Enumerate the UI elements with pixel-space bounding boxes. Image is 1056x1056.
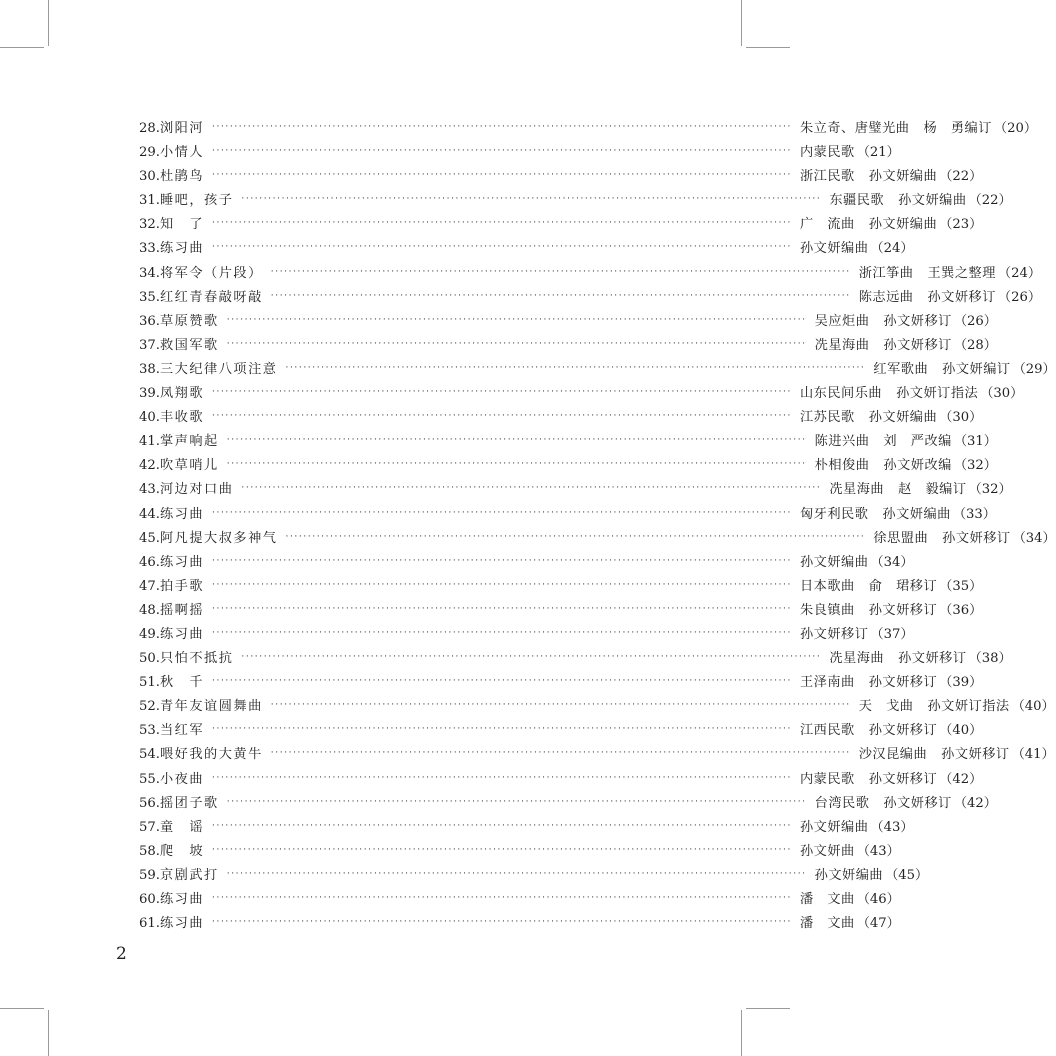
entry-page-number: （39） xyxy=(939,675,983,691)
entry-title: 小夜曲 xyxy=(159,771,205,787)
entry-composer: 朱立奇、唐璧光曲 xyxy=(799,121,910,136)
entry-title: 练习曲 xyxy=(159,554,205,570)
entry-title: 救国军歌 xyxy=(159,337,219,353)
entry-page-number: （22） xyxy=(968,193,1012,209)
toc-entry[interactable] xyxy=(139,237,914,261)
toc-entry[interactable] xyxy=(139,334,997,358)
entry-page-number: （41） xyxy=(1011,747,1055,763)
entry-composer: 吴应炬曲 xyxy=(814,313,870,329)
leader-dots: ·································································································································· xyxy=(212,844,792,855)
entry-number: 40. xyxy=(139,410,160,426)
entry-composer: 冼星海曲 xyxy=(814,337,870,353)
entry-page-number: （32） xyxy=(968,482,1012,498)
entry-title: 吹草哨儿 xyxy=(159,458,219,474)
entry-arranger: 俞 珺移订 xyxy=(868,578,938,594)
entry-title: 掌声响起 xyxy=(159,434,219,450)
entry-page-number: （37） xyxy=(870,626,914,642)
entry-composer: 浙江民歌 xyxy=(799,169,855,185)
entry-title: 草原赞歌 xyxy=(159,313,219,329)
toc-entry[interactable] xyxy=(139,719,983,743)
entry-number: 43. xyxy=(139,482,160,498)
entry-page-number: （40） xyxy=(939,723,983,739)
leader-dots: ·································································································································· xyxy=(212,724,792,735)
entry-composer: 东疆民歌 xyxy=(829,193,885,209)
leader-dots: ·································································································································· xyxy=(212,772,792,783)
entry-composer: 浙江筝曲 xyxy=(858,265,914,281)
entry-number: 42. xyxy=(139,458,160,474)
crop-mark-top-right xyxy=(741,0,742,46)
entry-arranger: 内蒙民歌 xyxy=(799,145,855,161)
entry-arranger: 孙文妍编曲 xyxy=(868,410,938,426)
leader-dots: ·································································································································· xyxy=(212,555,792,566)
leader-dots: ·································································································································· xyxy=(212,917,792,928)
toc-entry[interactable] xyxy=(139,840,900,864)
entry-arranger: 孙文妍移订 xyxy=(883,795,952,811)
toc-entry[interactable] xyxy=(139,743,1055,767)
entry-composer: 冼星海曲 xyxy=(829,482,885,498)
entry-number: 29. xyxy=(139,145,160,161)
entry-composer: 内蒙民歌 xyxy=(799,771,855,787)
entry-arranger: 孙文妍编曲 xyxy=(882,506,951,522)
entry-title: 练习曲 xyxy=(159,892,205,907)
entry-composer: 广 流曲 xyxy=(799,217,855,233)
entry-arranger: 孙文妍移订 xyxy=(942,530,1011,546)
entry-composer: 匈牙利民歌 xyxy=(799,506,869,522)
entry-page-number: （23） xyxy=(939,217,983,233)
entry-arranger: 孙文妍编订 xyxy=(942,361,1011,377)
entry-number: 53. xyxy=(139,723,160,739)
entry-arranger: 赵 毅编订 xyxy=(898,482,967,498)
entry-page-number: （24） xyxy=(870,241,914,257)
toc-entry[interactable] xyxy=(139,792,997,816)
entry-title: 丰收歌 xyxy=(159,410,205,426)
entry-title: 练习曲 xyxy=(159,626,205,642)
toc-entry[interactable] xyxy=(139,189,1012,213)
leader-dots: ·································································································································· xyxy=(212,579,792,590)
entry-composer: 陈志远曲 xyxy=(858,289,914,305)
entry-arranger: 孙文妍订指法 xyxy=(927,699,1010,715)
entry-number: 47. xyxy=(139,578,160,594)
entry-number: 49. xyxy=(139,626,160,642)
entry-page-number: （38） xyxy=(968,651,1012,667)
entry-number: 30. xyxy=(139,169,160,185)
toc-entry[interactable] xyxy=(139,527,1056,551)
entry-composer: 陈进兴曲 xyxy=(814,434,870,450)
entry-title: 青年友谊圆舞曲 xyxy=(159,699,263,715)
entry-page-number: （43） xyxy=(870,819,914,835)
entry-number: 60. xyxy=(139,892,160,907)
leader-dots: ·································································································································· xyxy=(212,122,792,132)
toc-entry[interactable] xyxy=(139,286,1042,310)
leader-dots: ·································································································································· xyxy=(212,507,792,518)
entry-page-number: （22） xyxy=(939,169,983,185)
leader-dots: ·································································································································· xyxy=(241,194,822,205)
entry-page-number: （46） xyxy=(856,892,900,907)
entry-title: 三大纪律八项注意 xyxy=(159,361,278,377)
entry-number: 44. xyxy=(139,506,160,522)
toc-entry[interactable] xyxy=(139,430,997,454)
entry-page-number: （33） xyxy=(952,506,996,522)
toc-entry[interactable] xyxy=(139,551,914,575)
entry-number: 28. xyxy=(139,121,160,136)
entry-number: 56. xyxy=(139,795,160,811)
toc-entry[interactable] xyxy=(139,382,1024,406)
leader-dots: ·································································································································· xyxy=(212,242,792,253)
crop-mark-bottom-left-h xyxy=(0,1008,44,1009)
entry-arranger: 孙文妍移订 xyxy=(898,651,967,667)
entry-number: 32. xyxy=(139,217,160,233)
entry-number: 34. xyxy=(139,265,160,281)
leader-dots: ·································································································································· xyxy=(285,362,866,373)
crop-mark-top-left-h xyxy=(0,47,44,48)
entry-composer: 台湾民歌 xyxy=(814,795,870,811)
toc-entry[interactable] xyxy=(139,117,1038,141)
toc-entry[interactable] xyxy=(139,358,1056,382)
toc-entry[interactable] xyxy=(139,454,997,478)
toc-entry[interactable] xyxy=(139,912,900,936)
entry-title: 秋 千 xyxy=(159,675,205,691)
entry-title: 凤翔歌 xyxy=(159,386,205,402)
toc-entry[interactable] xyxy=(139,816,914,840)
entry-title: 河边对口曲 xyxy=(159,482,234,498)
entry-page-number: （21） xyxy=(856,145,900,161)
entry-title: 杜鹃鸟 xyxy=(159,169,205,185)
entry-title: 红红青春敲呀敲 xyxy=(159,289,263,305)
entry-arranger: 杨 勇编订 xyxy=(923,121,992,136)
entry-arranger: 孙文妍改编 xyxy=(883,458,952,474)
entry-number: 61. xyxy=(139,916,160,932)
entry-composer: 红军歌曲 xyxy=(873,361,929,377)
toc-entry[interactable] xyxy=(139,671,983,695)
entry-arranger: 孙文妍移订 xyxy=(927,289,996,305)
entry-title: 京剧武打 xyxy=(159,867,219,883)
entry-arranger: 王巽之整理 xyxy=(927,265,996,281)
entry-arranger: 刘 严改编 xyxy=(883,434,952,450)
entry-page-number: （30） xyxy=(980,386,1024,402)
crop-mark-top-left xyxy=(48,0,49,46)
entry-number: 54. xyxy=(139,747,160,763)
entry-page-number: （30） xyxy=(939,410,983,426)
entry-page-number: （42） xyxy=(939,771,983,787)
entry-arranger: 孙文妍编曲 xyxy=(799,241,869,257)
entry-arranger: 孙文妍移订 xyxy=(941,747,1010,763)
toc-entry[interactable] xyxy=(139,141,900,165)
leader-dots: ·································································································································· xyxy=(226,868,807,879)
entry-title: 童 谣 xyxy=(159,819,205,835)
entry-arranger: 孙文妍移订 xyxy=(883,337,952,353)
page-folio-number: 2 xyxy=(116,944,127,964)
entry-page-number: （40） xyxy=(1011,699,1055,715)
entry-number: 36. xyxy=(139,313,160,329)
entry-title: 只怕不抵抗 xyxy=(159,651,234,667)
entry-arranger: 孙文妍移订 xyxy=(868,723,938,739)
entry-composer: 天 戈曲 xyxy=(858,699,914,715)
entry-arranger: 孙文妍移订 xyxy=(868,602,938,618)
crop-mark-bottom-left xyxy=(48,1010,49,1056)
entry-arranger: 孙文妍编曲 xyxy=(799,554,869,570)
entry-number: 38. xyxy=(139,361,160,377)
entry-number: 33. xyxy=(139,241,160,257)
entry-number: 59. xyxy=(139,867,160,883)
entry-title: 摇团子歌 xyxy=(159,795,219,811)
entry-page-number: （43） xyxy=(856,843,900,859)
entry-composer: 沙汉昆编曲 xyxy=(858,747,928,763)
entry-title: 阿凡提大叔多神气 xyxy=(159,530,278,546)
entry-composer: 江苏民歌 xyxy=(799,410,855,426)
entry-number: 46. xyxy=(139,554,160,570)
entry-title: 练习曲 xyxy=(159,916,205,932)
table-of-contents xyxy=(139,117,1056,936)
entry-title: 将军令（片段） xyxy=(159,265,263,281)
toc-entry[interactable] xyxy=(139,599,983,623)
leader-dots: ·································································································································· xyxy=(226,459,807,470)
toc-entry[interactable] xyxy=(139,503,996,527)
entry-number: 51. xyxy=(139,675,160,691)
toc-entry[interactable] xyxy=(139,623,914,647)
entry-page-number: （45） xyxy=(885,867,929,883)
entry-arranger: 孙文妍编曲 xyxy=(799,819,869,835)
entry-title: 拍手歌 xyxy=(159,578,205,594)
entry-title: 当红军 xyxy=(159,723,205,739)
leader-dots: ·································································································································· xyxy=(270,266,851,277)
entry-number: 52. xyxy=(139,699,160,715)
leader-dots: ·································································································································· xyxy=(241,483,822,494)
entry-page-number: （36） xyxy=(939,602,983,618)
leader-dots: ·································································································································· xyxy=(241,652,822,663)
entry-page-number: （35） xyxy=(939,578,983,594)
entry-arranger: 孙文妍订指法 xyxy=(896,386,979,402)
entry-number: 39. xyxy=(139,386,160,402)
leader-dots: ·································································································································· xyxy=(212,146,792,157)
entry-number: 37. xyxy=(139,337,160,353)
toc-entry[interactable] xyxy=(139,478,1012,502)
entry-arranger: 孙文妍移订 xyxy=(883,313,952,329)
entry-composer: 朴相俊曲 xyxy=(814,458,870,474)
entry-number: 50. xyxy=(139,651,160,667)
entry-arranger: 孙文妍曲 xyxy=(799,843,855,859)
entry-number: 45. xyxy=(139,530,160,546)
entry-title: 睡吧，孩子 xyxy=(159,193,234,209)
leader-dots: ·································································································································· xyxy=(212,170,792,181)
entry-composer: 冼星海曲 xyxy=(829,651,885,667)
leader-dots: ·································································································································· xyxy=(212,387,792,398)
entry-number: 55. xyxy=(139,771,160,787)
entry-page-number: （34） xyxy=(1012,530,1056,546)
entry-number: 41. xyxy=(139,434,160,450)
entry-page-number: （31） xyxy=(953,434,997,450)
leader-dots: ·································································································································· xyxy=(212,676,792,687)
entry-arranger: 孙文妍移订 xyxy=(868,675,938,691)
entry-number: 57. xyxy=(139,819,160,835)
crop-mark-bottom-right-h xyxy=(746,1008,790,1009)
leader-dots: ·································································································································· xyxy=(212,893,792,903)
entry-number: 31. xyxy=(139,193,160,209)
entry-composer: 王泽南曲 xyxy=(799,675,855,691)
entry-composer: 徐思盟曲 xyxy=(873,530,929,546)
leader-dots: ·································································································································· xyxy=(270,748,851,759)
leader-dots: ·································································································································· xyxy=(270,700,851,711)
leader-dots: ·································································································································· xyxy=(212,603,792,614)
entry-arranger: 孙文妍编曲 xyxy=(868,217,938,233)
entry-page-number: （28） xyxy=(953,337,997,353)
entry-title: 知 了 xyxy=(159,217,205,233)
entry-page-number: （26） xyxy=(997,289,1042,305)
entry-arranger: 孙文妍移订 xyxy=(868,771,938,787)
leader-dots: ·································································································································· xyxy=(226,435,807,446)
entry-arranger: 孙文妍编曲 xyxy=(868,169,938,185)
toc-entry[interactable] xyxy=(139,647,1012,671)
entry-number: 48. xyxy=(139,602,160,618)
entry-page-number: （32） xyxy=(953,458,997,474)
entry-arranger: 孙文妍移订 xyxy=(799,626,869,642)
entry-title: 爬 坡 xyxy=(159,843,205,859)
leader-dots: ·································································································································· xyxy=(226,314,807,325)
leader-dots: ·································································································································· xyxy=(212,627,792,638)
toc-entry[interactable] xyxy=(139,768,983,792)
toc-entry[interactable] xyxy=(139,262,1042,286)
leader-dots: ·································································································································· xyxy=(212,820,792,831)
leader-dots: ·································································································································· xyxy=(226,796,807,807)
entry-page-number: （47） xyxy=(856,916,900,932)
entry-number: 35. xyxy=(139,289,160,305)
entry-page-number: （26） xyxy=(953,313,997,329)
entry-page-number: （34） xyxy=(870,554,914,570)
leader-dots: ·································································································································· xyxy=(212,411,792,422)
toc-entry[interactable] xyxy=(139,310,997,334)
leader-dots: ·································································································································· xyxy=(212,218,792,229)
entry-arranger: 潘 文曲 xyxy=(799,892,855,907)
toc-entry[interactable] xyxy=(139,406,983,430)
leader-dots: ·································································································································· xyxy=(226,338,807,349)
entry-arranger: 孙文妍编曲 xyxy=(898,193,967,209)
entry-page-number: （29） xyxy=(1012,361,1056,377)
crop-mark-bottom-right xyxy=(741,1010,742,1056)
entry-page-number: （42） xyxy=(953,795,997,811)
entry-composer: 江西民歌 xyxy=(799,723,855,739)
toc-entry[interactable] xyxy=(139,575,983,599)
entry-composer: 日本歌曲 xyxy=(799,578,855,594)
toc-entry[interactable] xyxy=(139,213,983,237)
entry-composer: 山东民间乐曲 xyxy=(799,386,883,402)
entry-page-number: （24） xyxy=(997,265,1042,281)
entry-arranger: 孙文妍编曲 xyxy=(814,867,884,883)
toc-entry[interactable] xyxy=(139,864,929,888)
entry-composer: 朱良镇曲 xyxy=(799,602,855,618)
entry-page-number: （20） xyxy=(993,121,1038,136)
leader-dots: ·································································································································· xyxy=(285,531,866,542)
crop-mark-top-right-h xyxy=(746,47,790,48)
entry-title: 练习曲 xyxy=(159,241,205,257)
entry-title: 练习曲 xyxy=(159,506,205,522)
entry-number: 58. xyxy=(139,843,160,859)
entry-title: 喂好我的大黄牛 xyxy=(159,747,263,763)
toc-entry[interactable] xyxy=(139,888,900,912)
toc-entry[interactable] xyxy=(139,165,983,189)
leader-dots: ·································································································································· xyxy=(270,290,851,301)
toc-entry[interactable] xyxy=(139,695,1055,719)
entry-arranger: 潘 文曲 xyxy=(799,916,855,932)
entry-title: 小情人 xyxy=(159,145,205,161)
entry-title: 摇啊摇 xyxy=(159,602,205,618)
entry-title: 浏阳河 xyxy=(159,121,205,136)
